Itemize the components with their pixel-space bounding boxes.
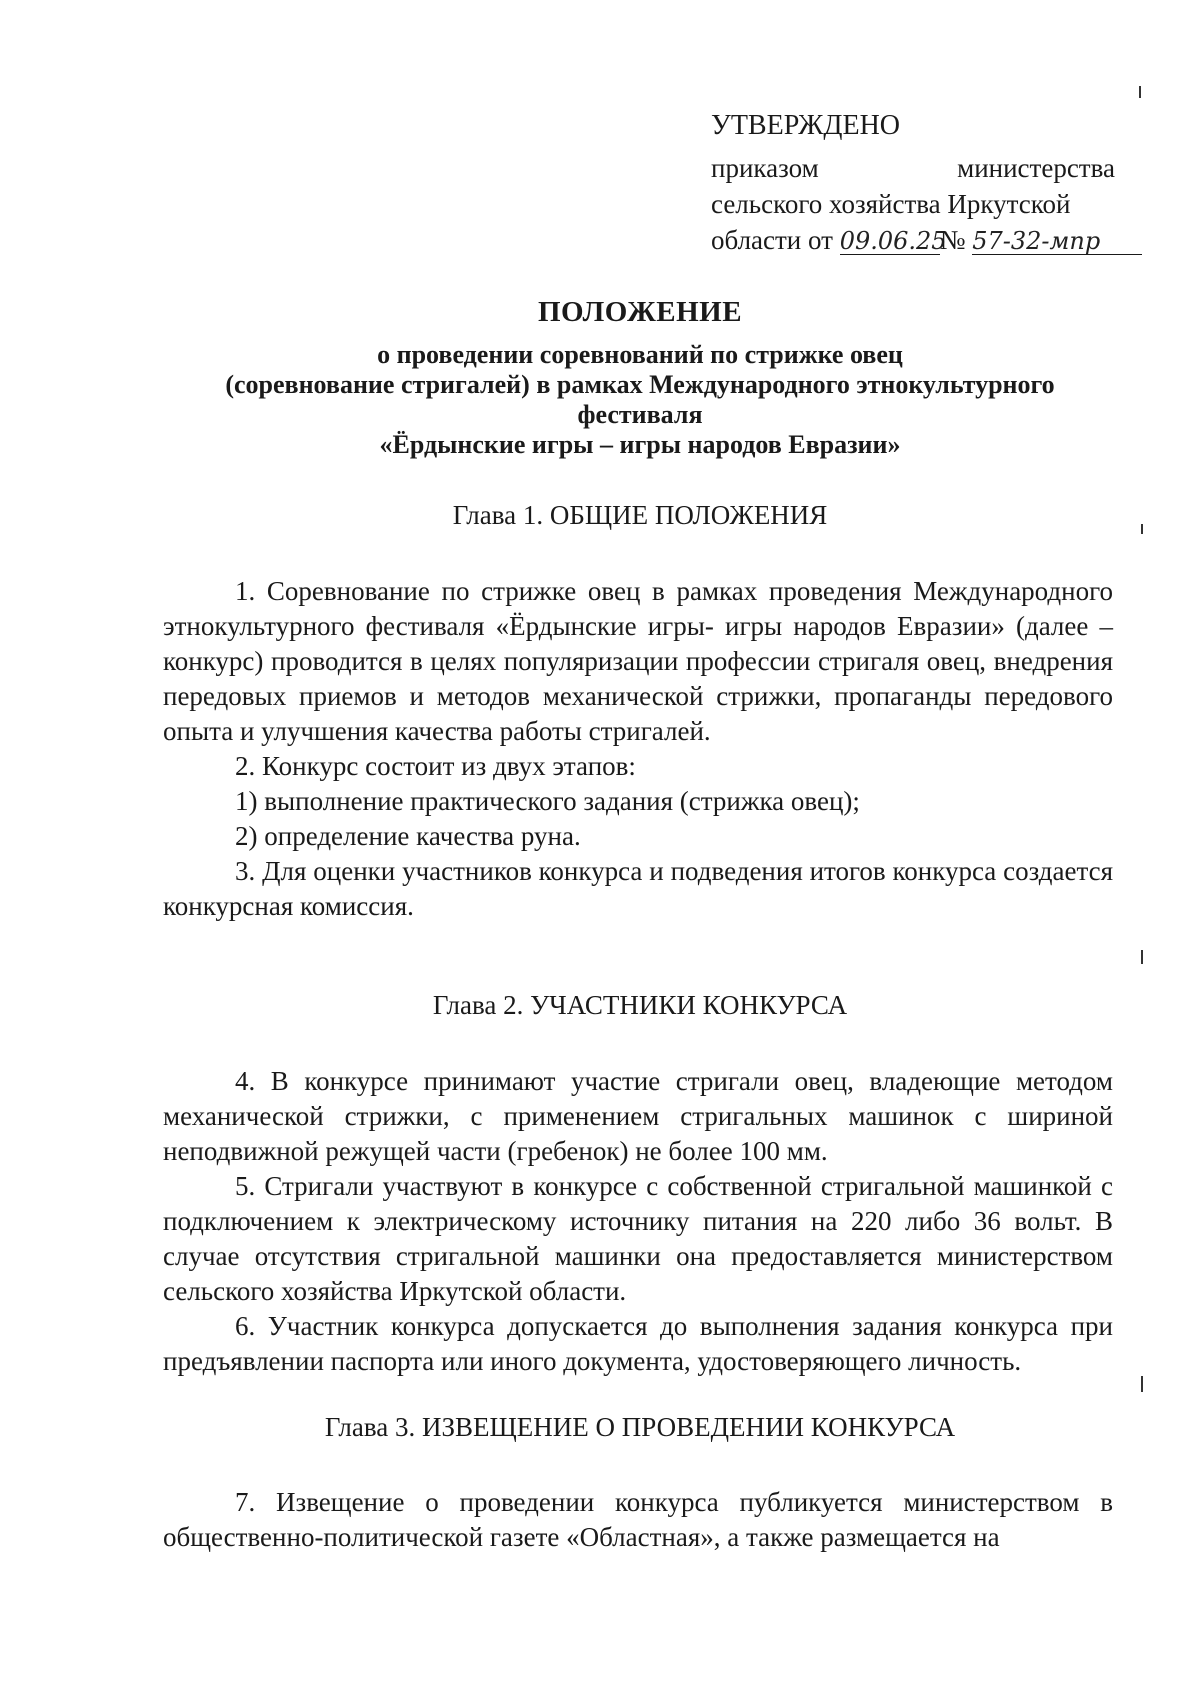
chapter-1-heading: Глава 1. ОБЩИЕ ПОЛОЖЕНИЯ [452, 500, 828, 530]
paragraph-1: 1. Соревнование по стрижке овец в рамках проведения Международного этнокультурного фестиваля «Ёрдынские игры- игры народов Евразии» (далее – конкурс) проводится в целях популяризации профессии стригаля овец, внедрения передовых приемов и методов механической стрижки, пропаганды передового опыта и улучшения качества работы стригалей. [163, 576, 1113, 746]
document-subtitle [160, 340, 1120, 460]
paragraph-4: 4. В конкурсе принимают участие стригали овец, владеющие методом механической стрижки, с применением стригальных машинок с шириной неподвижной режущей части (гребенок) не более 100 мм. [163, 1066, 1113, 1166]
paragraph-2-item-2: 2) определение качества руна. [235, 821, 581, 851]
chapter-3-body [163, 1485, 1113, 1555]
approval-line-2: сельского хозяйства Иркутской [711, 189, 1071, 219]
paragraph-2: 2. Конкурс состоит из двух этапов: [235, 751, 636, 781]
approval-date-prefix: области от [711, 225, 833, 255]
approval-heading: УТВЕРЖДЕНО [711, 110, 901, 141]
approval-line-1 [711, 150, 1115, 186]
subtitle-line-2: (соревнование стригалей) в рамках Международного этнокультурного [225, 370, 1055, 399]
scan-mark [1141, 1376, 1143, 1392]
subtitle-line-3: фестиваля [577, 400, 703, 429]
scan-mark [1141, 950, 1143, 964]
handwritten-number: 57-32-мпр [972, 228, 1142, 255]
scan-mark [1141, 524, 1143, 534]
subtitle-line-4: «Ёрдынские игры – игры народов Евразии» [379, 430, 901, 459]
approval-line-1-left: приказом [711, 153, 819, 183]
chapter-1-body [163, 574, 1113, 924]
paragraph-7: 7. Извещение о проведении конкурса публикуется министерством в общественно-политической газете «Областная», а также размещается на [163, 1487, 1113, 1552]
paragraph-3: 3. Для оценки участников конкурса и подведения итогов конкурса создается конкурсная комиссия. [163, 856, 1113, 921]
chapter-2-heading: Глава 2. УЧАСТНИКИ КОНКУРСА [432, 990, 848, 1020]
number-sign: № [939, 225, 966, 255]
chapter-3-heading: Глава 3. ИЗВЕЩЕНИЕ О ПРОВЕДЕНИИ КОНКУРСА [324, 1412, 956, 1442]
paragraph-6: 6. Участник конкурса допускается до выполнения задания конкурса при предъявлении паспорта или иного документа, удостоверяющего личность. [163, 1311, 1113, 1376]
approval-line-1-right: министерства [957, 153, 1115, 183]
paragraph-2-item-1: 1) выполнение практического задания (стрижка овец); [235, 786, 860, 816]
subtitle-line-1: о проведении соревнований по стрижке овец [377, 340, 903, 369]
document-title: ПОЛОЖЕНИЕ [537, 296, 743, 328]
chapter-2-body [163, 1064, 1113, 1379]
scan-mark [1139, 86, 1141, 98]
handwritten-date: 09.06.25 [839, 227, 947, 255]
approval-block [711, 108, 1115, 258]
paragraph-5: 5. Стригали участвуют в конкурсе с собственной стригальной машинкой с подключением к электрическому источнику питания на 220 либо 36 вольт. В случае отсутствия стригальной машинки она предоставляется министерством сельского хозяйства Иркутской области. [163, 1171, 1113, 1306]
approval-line-3 [711, 222, 1115, 258]
